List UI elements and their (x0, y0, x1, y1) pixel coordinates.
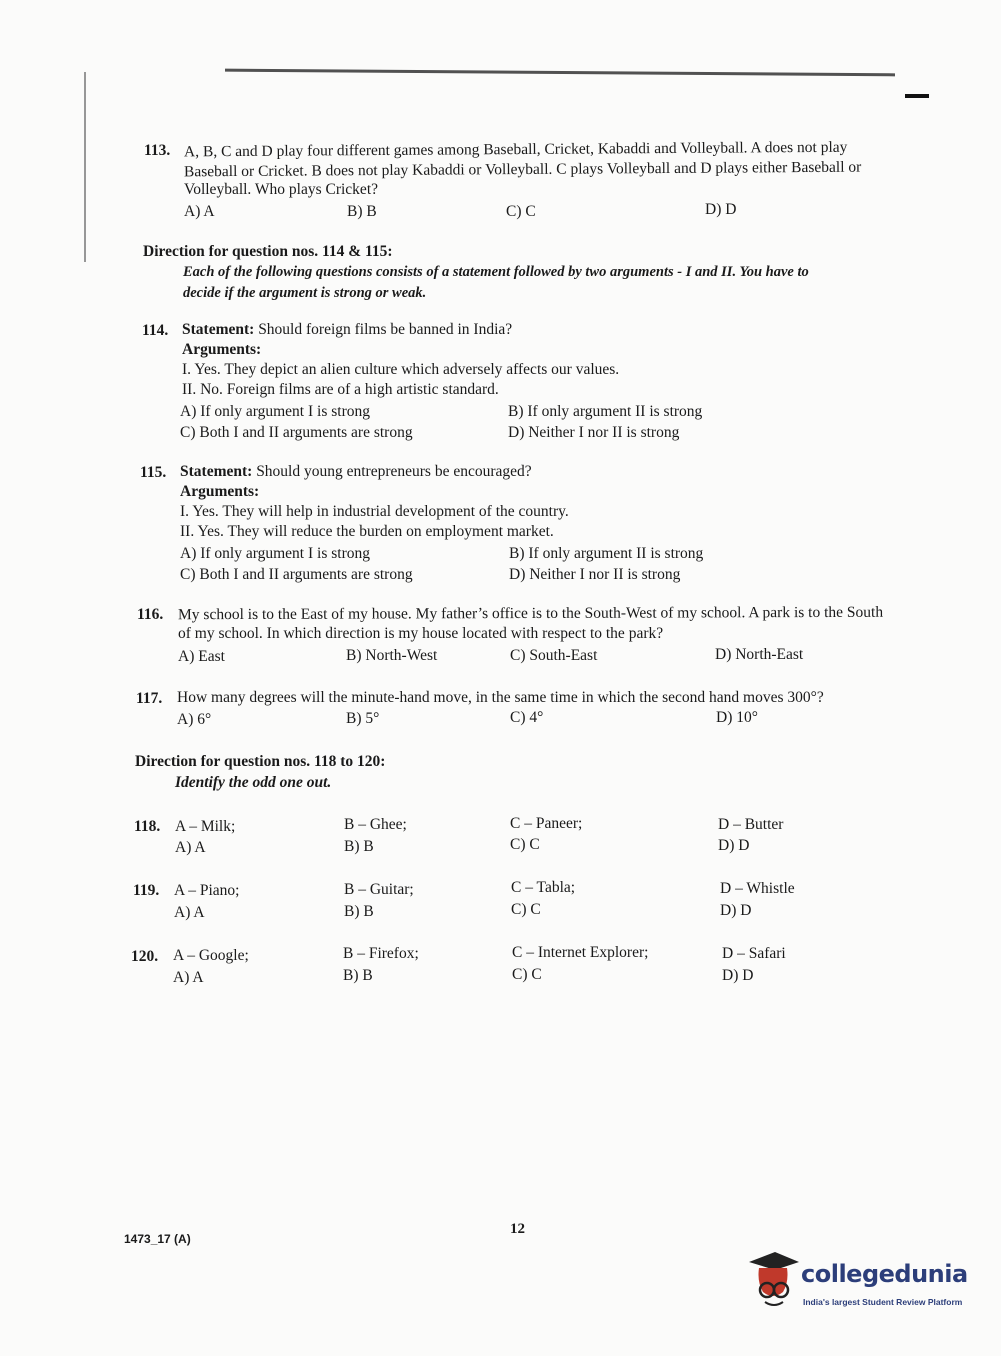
question-number: 118. (134, 818, 161, 835)
option-d: D) D (722, 967, 754, 984)
question-113 (144, 140, 904, 224)
question-117 (136, 688, 906, 733)
item-c: C – Internet Explorer; (512, 944, 649, 961)
statement-text: Should foreign films be banned in India? (254, 321, 513, 338)
option-b: B) B (343, 967, 373, 984)
question-text: Baseball or Cricket. B does not play Kabaddi or Volleyball. C plays Volleyball and D plays either Baseball or (183, 158, 862, 181)
statement-text: Should young entrepreneurs be encouraged? (252, 463, 532, 480)
option-a: A) A (184, 203, 215, 220)
item-b: B – Ghee; (344, 816, 407, 833)
question-116 (137, 604, 907, 669)
item-c: C – Paneer; (510, 815, 583, 832)
direction-heading: Direction for question nos. 118 to 120: (135, 753, 386, 770)
option-b: B) If only argument II is strong (509, 545, 704, 562)
arguments-label: Arguments: (182, 341, 262, 358)
argument-2: II. Yes. They will reduce the burden on employment market. (180, 523, 554, 540)
question-text: A, B, C and D play four different games among Baseball, Cricket, Kabaddi and Volleyball. A does not play (183, 138, 848, 161)
paper-code: 1473_17 (A) (124, 1232, 191, 1246)
page-number: 12 (510, 1221, 525, 1237)
item-d: D – Butter (718, 816, 784, 833)
scan-artifact-mark (905, 94, 929, 98)
argument-2: II. No. Foreign films are of a high artistic standard. (182, 381, 499, 398)
option-c: C) 4° (510, 709, 544, 726)
question-114 (142, 320, 902, 445)
argument-1: I. Yes. They depict an alien culture which adversely affects our values. (182, 361, 620, 378)
question-number: 120. (131, 948, 159, 965)
argument-1: I. Yes. They will help in industrial development of the country. (180, 503, 569, 520)
option-a: A) A (175, 839, 206, 856)
scan-artifact-line (225, 69, 895, 77)
option-c: C) C (510, 836, 540, 853)
option-b: B) North-West (346, 647, 438, 664)
option-a: A) A (174, 904, 205, 921)
option-c: C) C (506, 203, 536, 220)
option-a: A) 6° (177, 711, 212, 728)
direction-text: Each of the following questions consists of a statement followed by two arguments - I and II. You have to (183, 264, 809, 280)
question-text: How many degrees will the minute-hand move, in the same time in which the second hand moves 300°? (177, 689, 824, 706)
statement-label: Statement: (182, 321, 255, 338)
question-119 (133, 879, 903, 924)
direction-heading: Direction for question nos. 114 & 115: (143, 243, 393, 260)
option-d: D) Neither I nor II is strong (509, 566, 681, 583)
question-120 (131, 944, 901, 989)
direction-text: Identify the odd one out. (175, 774, 332, 791)
option-d: D) D (705, 201, 737, 218)
direction-114-115 (143, 241, 903, 304)
question-number: 115. (140, 464, 167, 481)
arguments-label: Arguments: (180, 483, 260, 500)
direction-text: decide if the argument is strong or weak. (183, 285, 427, 301)
item-d: D – Safari (722, 945, 786, 962)
option-d: D) 10° (716, 709, 758, 726)
question-115 (140, 462, 900, 587)
collegedunia-logo (745, 1252, 975, 1312)
item-b: B – Firefox; (343, 945, 419, 962)
question-text: My school is to the East of my house. My father’s office is to the South-West of my school. A park is to the South (177, 603, 884, 624)
option-a: A) East (178, 648, 225, 665)
item-a: A – Milk; (175, 818, 236, 835)
item-a: A – Piano; (174, 882, 240, 899)
direction-118-120 (135, 751, 895, 793)
question-number: 114. (142, 322, 169, 339)
item-c: C – Tabla; (511, 879, 576, 896)
brand-tagline: India's largest Student Review Platform (803, 1297, 963, 1307)
option-d: D) Neither I nor II is strong (508, 424, 680, 441)
option-d: D) D (718, 837, 750, 854)
option-c: C) C (512, 966, 542, 983)
option-d: D) D (720, 902, 752, 919)
brand-name: collegedunia (801, 1260, 968, 1288)
item-a: A – Google; (173, 947, 249, 964)
option-c: C) South-East (510, 647, 598, 664)
option-b: B) B (344, 903, 374, 920)
option-d: D) North-East (715, 646, 804, 663)
item-d: D – Whistle (720, 880, 795, 897)
question-text: Volleyball. Who plays Cricket? (184, 181, 378, 198)
mascot-icon (745, 1252, 801, 1310)
option-a: A) If only argument I is strong (180, 545, 370, 562)
question-number: 113. (144, 142, 171, 159)
question-118 (134, 815, 904, 860)
option-c: C) C (511, 901, 541, 918)
option-b: B) 5° (346, 710, 380, 727)
question-number: 119. (133, 882, 160, 899)
question-text: of my school. In which direction is my house located with respect to the park? (178, 625, 664, 642)
option-a: A) A (173, 969, 204, 986)
option-b: B) B (347, 203, 377, 220)
margin-line (84, 72, 86, 262)
question-number: 116. (137, 606, 164, 623)
option-b: B) B (344, 838, 374, 855)
statement-label: Statement: (180, 463, 253, 480)
question-number: 117. (136, 690, 163, 707)
option-c: C) Both I and II arguments are strong (180, 424, 413, 441)
option-a: A) If only argument I is strong (180, 403, 370, 420)
item-b: B – Guitar; (344, 881, 414, 898)
option-c: C) Both I and II arguments are strong (180, 566, 413, 583)
option-b: B) If only argument II is strong (508, 403, 703, 420)
